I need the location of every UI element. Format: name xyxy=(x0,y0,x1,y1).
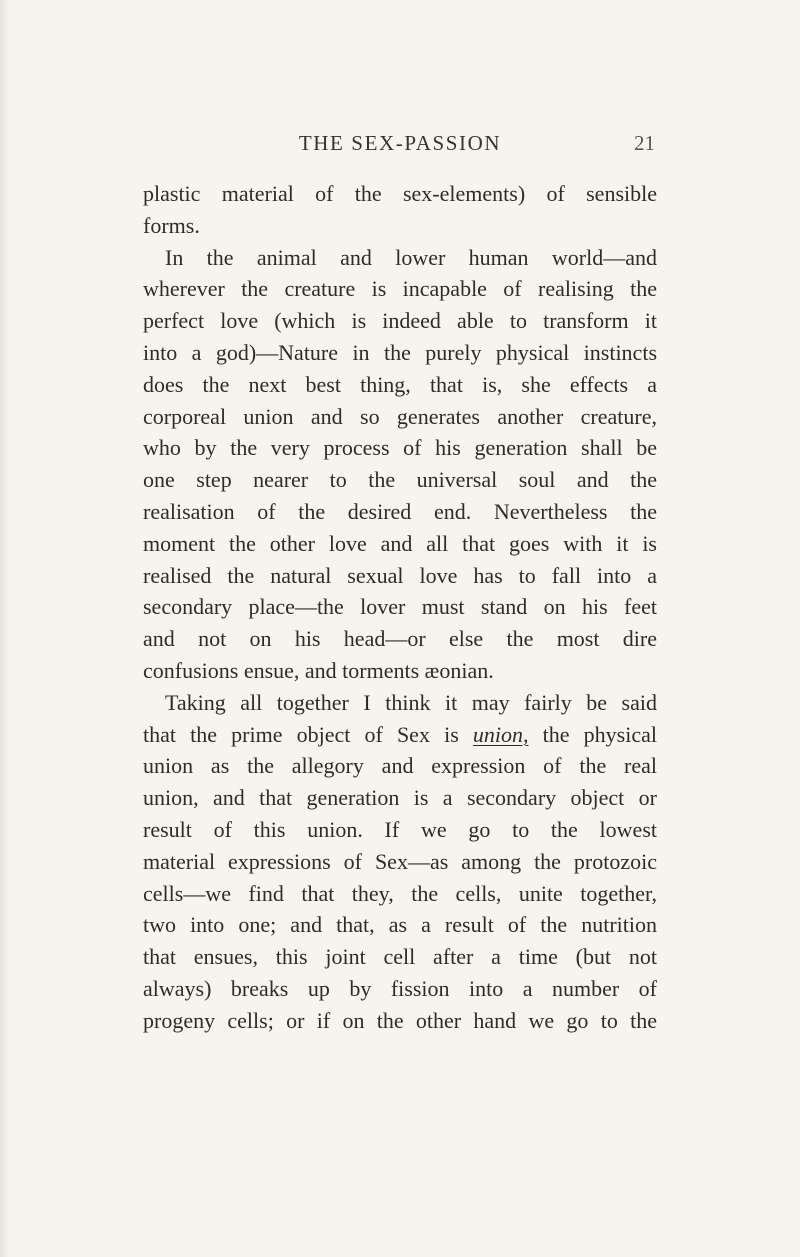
text-line: does the next best thing, that is, she effects a xyxy=(143,371,657,397)
text-line: corporeal union and so generates another creature, xyxy=(143,403,657,429)
body-text xyxy=(143,178,657,1037)
text-line: that ensues, this joint cell after a time (but not xyxy=(143,944,657,970)
text-line: and not on his head—or else the most dire xyxy=(143,626,657,652)
running-head xyxy=(0,127,800,161)
text-line: realisation of the desired end. Nevertheless the xyxy=(143,498,657,524)
text-line: one step nearer to the universal soul and the xyxy=(143,467,657,493)
text-line: moment the other love and all that goes with it is xyxy=(143,530,657,556)
running-title: THE SEX-PASSION xyxy=(298,131,502,155)
text-line: secondary place—the lover must stand on his feet xyxy=(143,594,657,620)
text-line: material expressions of Sex—as among the protozoic xyxy=(143,848,657,874)
text-line: In the animal and lower human world—and xyxy=(165,244,657,270)
text-line: confusions ensue, and torments æonian. xyxy=(143,657,494,683)
text-line: Taking all together I think it may fairly be said xyxy=(165,689,657,715)
text-line: cells—we find that they, the cells, unite together, xyxy=(143,880,657,906)
text-line: who by the very process of his generation shall be xyxy=(143,435,657,461)
text-line: union as the allegory and expression of the real xyxy=(143,753,657,779)
text-line: union, and that generation is a secondary object or xyxy=(143,785,657,811)
text-segment: that the prime object of Sex is xyxy=(143,721,473,747)
text-line: progeny cells; or if on the other hand we go to the xyxy=(143,1007,657,1033)
text-line: into a god)—Nature in the purely physical instincts xyxy=(143,339,657,365)
text-segment: the physical xyxy=(528,721,657,747)
text-line: realised the natural sexual love has to fall into a xyxy=(143,562,657,588)
page-number: 21 xyxy=(634,131,655,155)
text-line: perfect love (which is indeed able to transform it xyxy=(143,308,657,334)
page-gutter-shadow xyxy=(0,0,10,1257)
text-line: result of this union. If we go to the lowest xyxy=(143,816,657,842)
text-line: forms. xyxy=(143,212,200,238)
text-line-with-emphasis xyxy=(143,719,657,751)
text-line: always) breaks up by fission into a number of xyxy=(143,975,657,1001)
text-line: plastic material of the sex-elements) of sensible xyxy=(143,181,657,206)
text-line: wherever the creature is incapable of realising the xyxy=(143,276,657,302)
text-line: two into one; and that, as a result of the nutrition xyxy=(143,912,657,938)
emphasized-word: union, xyxy=(472,721,529,747)
